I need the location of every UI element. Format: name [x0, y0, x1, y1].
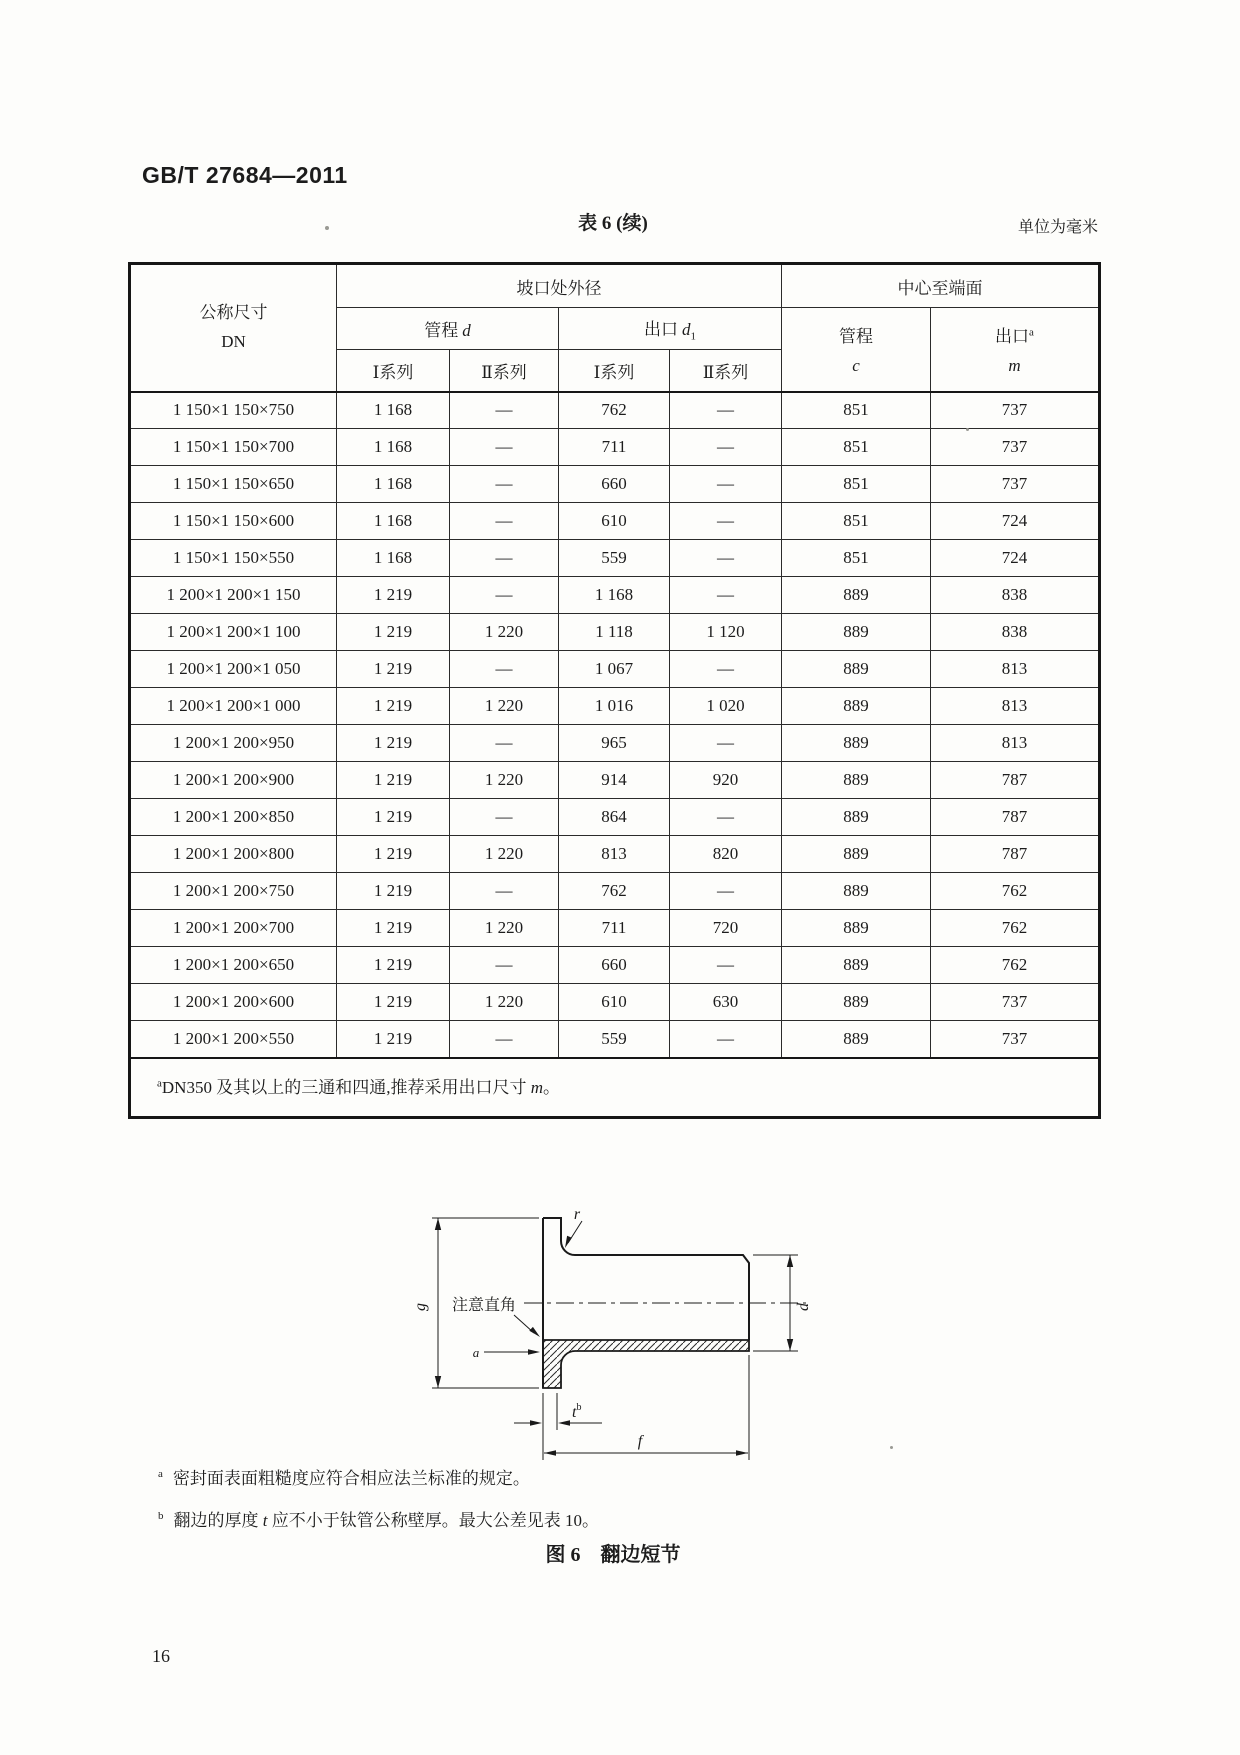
- header-series-2: Ⅱ系列: [670, 350, 782, 392]
- table-cell: 813: [931, 725, 1100, 762]
- table-cell: 1 168: [559, 577, 670, 614]
- table-cell: —: [450, 947, 559, 984]
- table-cell: —: [670, 873, 782, 910]
- table-cell: 889: [782, 799, 931, 836]
- table-cell: 1 200×1 200×700: [130, 910, 337, 947]
- table-row: [130, 910, 1100, 947]
- table-cell: 820: [670, 836, 782, 873]
- table-cell: 720: [670, 910, 782, 947]
- header-series-1: Ⅰ系列: [337, 350, 450, 392]
- table-cell: 762: [931, 947, 1100, 984]
- arrow-icon: [528, 1349, 540, 1355]
- table-cell: 1 219: [337, 910, 450, 947]
- table-cell: 1 120: [670, 614, 782, 651]
- svg-text:tb: [572, 1402, 581, 1421]
- table-cell: 1 168: [337, 392, 450, 429]
- table-cell: 1 200×1 200×800: [130, 836, 337, 873]
- table-cell: —: [670, 466, 782, 503]
- table-cell: 1 118: [559, 614, 670, 651]
- table-row: [130, 947, 1100, 984]
- table-row: [130, 392, 1100, 429]
- table-row: [130, 466, 1100, 503]
- table-cell: 813: [931, 651, 1100, 688]
- unit-note: 单位为毫米: [1017, 219, 1098, 236]
- table-cell: 965: [559, 725, 670, 762]
- footnote-var: m: [530, 1077, 543, 1097]
- table-cell: 1 168: [337, 429, 450, 466]
- table-row: [130, 873, 1100, 910]
- run-label: 管程: [424, 321, 459, 340]
- table-cell: 1 200×1 200×850: [130, 799, 337, 836]
- table-cell: 1 200×1 200×750: [130, 873, 337, 910]
- table-row: [130, 1021, 1100, 1058]
- footnote-text-end: 。: [542, 1077, 560, 1097]
- table-cell: 889: [782, 725, 931, 762]
- table-cell: 1 219: [337, 725, 450, 762]
- table-cell: 1 219: [337, 873, 450, 910]
- table-cell: —: [450, 873, 559, 910]
- table-cell: 851: [782, 466, 931, 503]
- table-cell: 762: [559, 392, 670, 429]
- table-cell: —: [670, 1021, 782, 1058]
- header-dn-label: DN: [221, 331, 246, 351]
- footnote-mark: b: [158, 1510, 164, 1523]
- table-cell: 737: [931, 429, 1100, 466]
- dimension-table: [128, 262, 1101, 1119]
- header-run-d: [337, 308, 559, 350]
- table-cell: —: [450, 651, 559, 688]
- table-cell: 1 150×1 150×650: [130, 466, 337, 503]
- table-cell: 1 219: [337, 651, 450, 688]
- run-c-symbol: c: [852, 356, 860, 376]
- table-cell: —: [450, 540, 559, 577]
- footnote-text: 密封面表面粗糙度应符合相应法兰标准的规定。: [172, 1469, 530, 1488]
- table-cell: —: [670, 392, 782, 429]
- figure-footnote-b: [158, 1506, 599, 1531]
- table-cell: 889: [782, 651, 931, 688]
- footnote-var: t: [262, 1511, 268, 1530]
- table-cell: 851: [782, 503, 931, 540]
- table-cell: 787: [931, 799, 1100, 836]
- d-label: d: [795, 1303, 812, 1311]
- table-cell: 1 200×1 200×1 100: [130, 614, 337, 651]
- table-cell: —: [450, 429, 559, 466]
- table-cell: 660: [559, 466, 670, 503]
- t-label: t: [572, 1404, 577, 1421]
- footnote-text: 翻边的厚度: [173, 1511, 263, 1530]
- table-cell: 1 220: [450, 614, 559, 651]
- table-cell: 610: [559, 503, 670, 540]
- table-row: [130, 614, 1100, 651]
- scan-speck: [325, 226, 329, 230]
- table-cell: 889: [782, 984, 931, 1021]
- table-cell: 737: [931, 984, 1100, 1021]
- table-cell: 1 067: [559, 651, 670, 688]
- table-cell: 920: [670, 762, 782, 799]
- table-cell: 838: [931, 614, 1100, 651]
- footnote-text: DN350 及其以上的三通和四通,推荐采用出口尺寸: [161, 1077, 531, 1097]
- table-cell: —: [670, 725, 782, 762]
- right-angle-note: 注意直角: [452, 1297, 517, 1314]
- table-row: [130, 503, 1100, 540]
- table-cell: 711: [559, 910, 670, 947]
- table-cell: 864: [559, 799, 670, 836]
- table-cell: —: [670, 799, 782, 836]
- arrow-icon: [435, 1218, 441, 1230]
- arrow-icon: [558, 1420, 570, 1426]
- table-cell: 1 219: [337, 984, 450, 1021]
- table-header: [130, 264, 1100, 392]
- table-cell: 1 200×1 200×600: [130, 984, 337, 1021]
- figure-stub-end: [368, 1203, 828, 1473]
- outlet-var-sub: 1: [690, 330, 696, 343]
- table-cell: 1 220: [450, 910, 559, 947]
- table-cell: 1 150×1 150×550: [130, 540, 337, 577]
- table-row: [130, 725, 1100, 762]
- standard-number: GB/T 27684—2011: [142, 162, 348, 188]
- scan-speck: [966, 428, 969, 431]
- table-cell: —: [450, 1021, 559, 1058]
- table-cell: 851: [782, 392, 931, 429]
- table-footnote-row: [130, 1058, 1100, 1118]
- table-cell: 1 168: [337, 540, 450, 577]
- table-cell: —: [450, 503, 559, 540]
- table-cell: 813: [559, 836, 670, 873]
- table-cell: 762: [931, 873, 1100, 910]
- figure-drawing: [368, 1203, 828, 1473]
- table-cell: 889: [782, 762, 931, 799]
- footnote-mark: a: [157, 1076, 162, 1089]
- arrow-icon: [544, 1450, 556, 1456]
- table-body: [130, 392, 1100, 1058]
- outlet-m-footnote-mark: a: [1029, 326, 1034, 339]
- table-cell: 610: [559, 984, 670, 1021]
- table-cell: 813: [931, 688, 1100, 725]
- table-cell: 1 200×1 200×950: [130, 725, 337, 762]
- arrow-icon: [736, 1450, 748, 1456]
- header-center-to-end: 中心至端面: [782, 264, 1100, 308]
- table-cell: 1 200×1 200×1 000: [130, 688, 337, 725]
- page-number: 16: [152, 1646, 170, 1666]
- table-cell: —: [670, 503, 782, 540]
- table-cell: 889: [782, 873, 931, 910]
- table-cell: —: [450, 392, 559, 429]
- table-cell: 889: [782, 836, 931, 873]
- outlet-label: 出口: [644, 319, 678, 339]
- run-var: d: [462, 321, 471, 340]
- table-cell: 1 200×1 200×1 050: [130, 651, 337, 688]
- table-cell: 1 220: [450, 984, 559, 1021]
- section-hatch: [543, 1340, 749, 1388]
- arrow-icon: [435, 1376, 441, 1388]
- table-cell: —: [670, 651, 782, 688]
- table-row: [130, 577, 1100, 614]
- table-cell: 1 200×1 200×550: [130, 1021, 337, 1058]
- table-cell: —: [670, 540, 782, 577]
- table-cell: 1 219: [337, 762, 450, 799]
- table-cell: —: [450, 577, 559, 614]
- table-cell: 1 200×1 200×1 150: [130, 577, 337, 614]
- table-cell: —: [450, 725, 559, 762]
- table-cell: 1 219: [337, 688, 450, 725]
- arrow-icon: [530, 1420, 542, 1426]
- table-cell: 737: [931, 392, 1100, 429]
- arrow-icon: [787, 1339, 793, 1351]
- table-row: [130, 762, 1100, 799]
- t-footnote-mark: b: [576, 1402, 582, 1413]
- header-outlet-m: [931, 308, 1100, 392]
- table-cell: 737: [931, 466, 1100, 503]
- table-cell: —: [450, 466, 559, 503]
- table-cell: 851: [782, 540, 931, 577]
- table-cell: 737: [931, 1021, 1100, 1058]
- table-cell: 1 150×1 150×700: [130, 429, 337, 466]
- table-footnote: [130, 1058, 1100, 1118]
- table-row: [130, 799, 1100, 836]
- scan-speck: [890, 1446, 893, 1449]
- table-cell: 1 200×1 200×900: [130, 762, 337, 799]
- t-extension-lines: [543, 1393, 557, 1460]
- arrow-icon: [565, 1236, 572, 1248]
- table-cell: 1 219: [337, 799, 450, 836]
- table-cell: 1 020: [670, 688, 782, 725]
- figure-caption: 图 6 翻边短节: [545, 1544, 681, 1566]
- table-cell: 1 219: [337, 836, 450, 873]
- table-cell: 1 219: [337, 1021, 450, 1058]
- table-cell: 762: [931, 910, 1100, 947]
- table-cell: 889: [782, 577, 931, 614]
- header-nominal-size-label: 公称尺寸: [199, 302, 268, 322]
- f-label: f: [637, 1433, 643, 1450]
- table-cell: 1 220: [450, 836, 559, 873]
- outlet-m-label: 出口: [995, 327, 1030, 347]
- table-cell: 1 220: [450, 688, 559, 725]
- header-series-1: Ⅰ系列: [559, 350, 670, 392]
- table-cell: 787: [931, 836, 1100, 873]
- a-label: a: [472, 1345, 480, 1360]
- table-cell: 724: [931, 540, 1100, 577]
- footnote-text-end: 应不小于钛管公称壁厚。最大公差见表 10。: [267, 1511, 599, 1530]
- table-cell: 889: [782, 1021, 931, 1058]
- table-cell: 1 016: [559, 688, 670, 725]
- table-cell: 889: [782, 947, 931, 984]
- header-run-c: [782, 308, 931, 392]
- table-cell: 851: [782, 429, 931, 466]
- table-cell: 1 200×1 200×650: [130, 947, 337, 984]
- table-title: 表 6 (续): [578, 213, 648, 234]
- table-cell: —: [670, 429, 782, 466]
- table-cell: 630: [670, 984, 782, 1021]
- table-cell: —: [670, 577, 782, 614]
- footnote-mark: a: [158, 1468, 163, 1481]
- table-cell: 1 219: [337, 947, 450, 984]
- table-cell: 1 219: [337, 614, 450, 651]
- table-cell: —: [450, 799, 559, 836]
- table-cell: 1 168: [337, 503, 450, 540]
- table-row: [130, 836, 1100, 873]
- table-cell: —: [670, 947, 782, 984]
- table-cell: 1 220: [450, 762, 559, 799]
- table-cell: 889: [782, 688, 931, 725]
- table-cell: 559: [559, 1021, 670, 1058]
- table-row: [130, 651, 1100, 688]
- run-c-label: 管程: [839, 327, 873, 347]
- outlet-var: d: [682, 319, 691, 339]
- outlet-m-symbol: m: [1008, 356, 1021, 376]
- pipe-outline: [543, 1218, 749, 1340]
- figure-footnote-a: [158, 1464, 530, 1489]
- table-cell: 1 150×1 150×600: [130, 503, 337, 540]
- table-cell: 1 150×1 150×750: [130, 392, 337, 429]
- r-label: r: [573, 1206, 581, 1223]
- arrow-icon: [529, 1327, 540, 1337]
- arrow-icon: [787, 1255, 793, 1267]
- header-series-2: Ⅱ系列: [450, 350, 559, 392]
- table-cell: 711: [559, 429, 670, 466]
- table-cell: 660: [559, 947, 670, 984]
- table-cell: 838: [931, 577, 1100, 614]
- table-row: [130, 688, 1100, 725]
- table-cell: 889: [782, 910, 931, 947]
- table-cell: 762: [559, 873, 670, 910]
- header-outlet-d1: [559, 308, 782, 350]
- header-nominal-size: [130, 264, 337, 392]
- g-label: g: [412, 1303, 429, 1311]
- table-cell: 559: [559, 540, 670, 577]
- table-cell: 1 168: [337, 466, 450, 503]
- table-cell: 1 219: [337, 577, 450, 614]
- table-cell: 787: [931, 762, 1100, 799]
- table-row: [130, 429, 1100, 466]
- table-row: [130, 540, 1100, 577]
- table-cell: 914: [559, 762, 670, 799]
- table-cell: 724: [931, 503, 1100, 540]
- table-row: [130, 984, 1100, 1021]
- table-cell: 889: [782, 614, 931, 651]
- header-bevel-od: 坡口处外径: [337, 264, 782, 308]
